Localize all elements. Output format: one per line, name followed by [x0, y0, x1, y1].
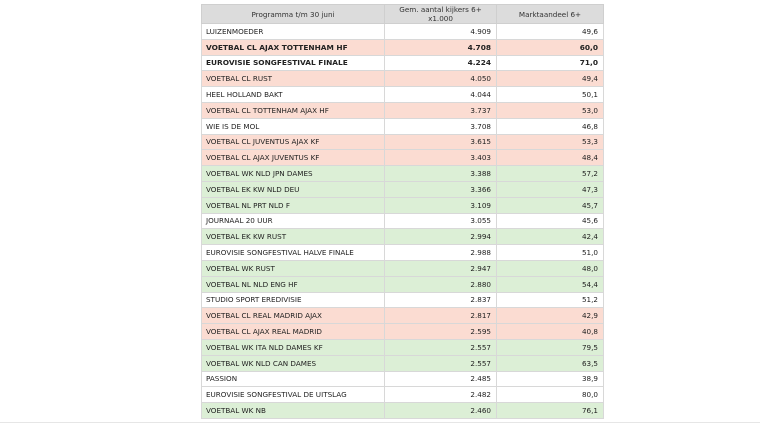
cell-share: 71,0 [497, 55, 604, 71]
cell-share: 49,4 [497, 71, 604, 87]
cell-program: PASSION [202, 371, 385, 387]
cell-program: VOETBAL WK NB [202, 403, 385, 419]
cell-program: WIE IS DE MOL [202, 118, 385, 134]
cell-share: 79,5 [497, 339, 604, 355]
cell-program: VOETBAL CL RUST [202, 71, 385, 87]
cell-program: VOETBAL CL REAL MADRID AJAX [202, 308, 385, 324]
cell-share: 53,3 [497, 134, 604, 150]
cell-viewers: 2.880 [385, 276, 497, 292]
cell-viewers: 3.615 [385, 134, 497, 150]
cell-share: 49,6 [497, 24, 604, 40]
cell-viewers: 2.460 [385, 403, 497, 419]
header-program: Programma t/m 30 juni [202, 5, 385, 24]
table-row [202, 134, 604, 150]
cell-program: VOETBAL CL AJAX TOTTENHAM HF [202, 39, 385, 55]
table-row [202, 324, 604, 340]
table-row [202, 355, 604, 371]
table-row [202, 166, 604, 182]
cell-viewers: 3.708 [385, 118, 497, 134]
table-row [202, 387, 604, 403]
cell-share: 40,8 [497, 324, 604, 340]
table-row [202, 118, 604, 134]
cell-share: 46,8 [497, 118, 604, 134]
cell-viewers: 4.909 [385, 24, 497, 40]
ratings-table-container [201, 4, 603, 419]
cell-viewers: 2.557 [385, 355, 497, 371]
cell-viewers: 4.044 [385, 87, 497, 103]
ratings-table [201, 4, 604, 419]
cell-share: 53,0 [497, 102, 604, 118]
cell-viewers: 3.055 [385, 213, 497, 229]
cell-share: 76,1 [497, 403, 604, 419]
cell-share: 42,4 [497, 229, 604, 245]
table-row [202, 276, 604, 292]
cell-program: VOETBAL CL JUVENTUS AJAX KF [202, 134, 385, 150]
cell-program: VOETBAL CL AJAX JUVENTUS KF [202, 150, 385, 166]
table-row [202, 339, 604, 355]
cell-share: 50,1 [497, 87, 604, 103]
table-row [202, 24, 604, 40]
cell-program: VOETBAL WK NLD JPN DAMES [202, 166, 385, 182]
table-row [202, 102, 604, 118]
cell-share: 60,0 [497, 39, 604, 55]
table-row [202, 260, 604, 276]
table-row [202, 245, 604, 261]
table-row [202, 71, 604, 87]
cell-program: STUDIO SPORT EREDIVISIE [202, 292, 385, 308]
cell-share: 51,2 [497, 292, 604, 308]
cell-program: VOETBAL WK RUST [202, 260, 385, 276]
cell-viewers: 2.988 [385, 245, 497, 261]
table-row [202, 213, 604, 229]
cell-program: EUROVISIE SONGFESTIVAL FINALE [202, 55, 385, 71]
cell-program: HEEL HOLLAND BAKT [202, 87, 385, 103]
cell-share: 48,4 [497, 150, 604, 166]
cell-viewers: 2.947 [385, 260, 497, 276]
table-row [202, 150, 604, 166]
cell-viewers: 4.224 [385, 55, 497, 71]
header-viewers: Gem. aantal kijkers 6+ x1.000 [385, 5, 497, 24]
cell-viewers: 3.109 [385, 197, 497, 213]
table-row [202, 292, 604, 308]
cell-share: 47,3 [497, 181, 604, 197]
bottom-divider [0, 422, 760, 423]
table-row [202, 197, 604, 213]
table-row [202, 39, 604, 55]
table-row [202, 55, 604, 71]
cell-viewers: 2.994 [385, 229, 497, 245]
cell-viewers: 2.837 [385, 292, 497, 308]
cell-share: 45,6 [497, 213, 604, 229]
cell-viewers: 4.708 [385, 39, 497, 55]
cell-viewers: 2.595 [385, 324, 497, 340]
cell-share: 57,2 [497, 166, 604, 182]
table-row [202, 87, 604, 103]
cell-program: VOETBAL EK KW RUST [202, 229, 385, 245]
cell-share: 63,5 [497, 355, 604, 371]
cell-share: 45,7 [497, 197, 604, 213]
table-row [202, 403, 604, 419]
table-row [202, 229, 604, 245]
table-row [202, 308, 604, 324]
table-header-row [202, 5, 604, 24]
cell-viewers: 4.050 [385, 71, 497, 87]
cell-share: 48,0 [497, 260, 604, 276]
cell-viewers: 2.482 [385, 387, 497, 403]
cell-share: 80,0 [497, 387, 604, 403]
table-row [202, 371, 604, 387]
cell-program: VOETBAL WK ITA NLD DAMES KF [202, 339, 385, 355]
header-share: Marktaandeel 6+ [497, 5, 604, 24]
cell-share: 51,0 [497, 245, 604, 261]
cell-share: 54,4 [497, 276, 604, 292]
cell-viewers: 2.485 [385, 371, 497, 387]
cell-program: VOETBAL EK KW NLD DEU [202, 181, 385, 197]
cell-program: LUIZENMOEDER [202, 24, 385, 40]
cell-share: 38,9 [497, 371, 604, 387]
cell-program: VOETBAL CL AJAX REAL MADRID [202, 324, 385, 340]
cell-program: EUROVISIE SONGFESTIVAL HALVE FINALE [202, 245, 385, 261]
cell-program: VOETBAL NL PRT NLD F [202, 197, 385, 213]
cell-program: VOETBAL NL NLD ENG HF [202, 276, 385, 292]
cell-program: EUROVISIE SONGFESTIVAL DE UITSLAG [202, 387, 385, 403]
cell-viewers: 2.817 [385, 308, 497, 324]
cell-viewers: 3.366 [385, 181, 497, 197]
cell-share: 42,9 [497, 308, 604, 324]
cell-viewers: 2.557 [385, 339, 497, 355]
cell-program: VOETBAL WK NLD CAN DAMES [202, 355, 385, 371]
cell-viewers: 3.403 [385, 150, 497, 166]
cell-viewers: 3.737 [385, 102, 497, 118]
cell-program: VOETBAL CL TOTTENHAM AJAX HF [202, 102, 385, 118]
cell-program: JOURNAAL 20 UUR [202, 213, 385, 229]
table-row [202, 181, 604, 197]
cell-viewers: 3.388 [385, 166, 497, 182]
